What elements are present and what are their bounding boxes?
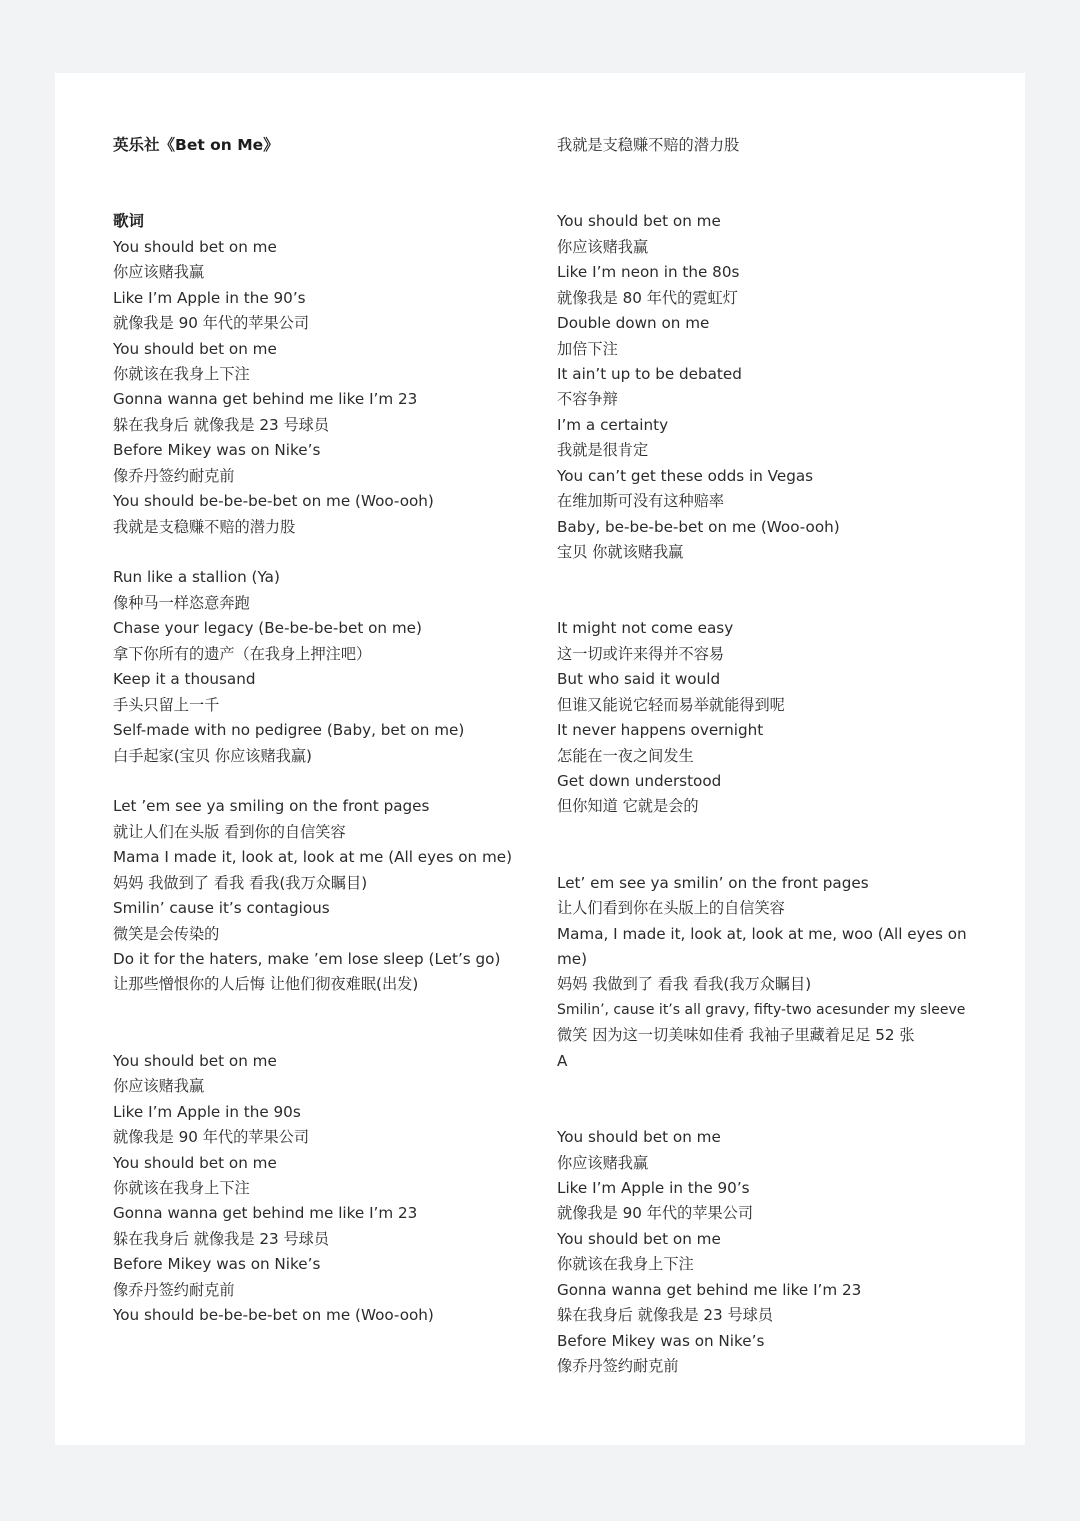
lyric-line: Gonna wanna get behind me like I’m 23	[113, 1204, 418, 1223]
lyric-line: Before Mikey was on Nike’s	[113, 1255, 321, 1274]
lyric-line: Gonna wanna get behind me like I’m 23	[113, 390, 418, 409]
lyric-line: Mama, I made it, look at, look at me, woo (All eyes on	[557, 924, 967, 943]
lyric-line: 就像我是 80 年代的霓虹灯	[557, 288, 738, 307]
lyrics-column-left	[113, 133, 533, 1329]
lyric-line: But who said it would	[557, 670, 721, 689]
lyric-line: You should bet on me	[557, 212, 721, 231]
lyric-line: You should be-be-be-bet on me (Woo-ooh)	[113, 1306, 434, 1325]
lyric-line: 手头只留上一千	[113, 695, 220, 714]
blank-line	[557, 591, 977, 616]
blank-line	[557, 565, 977, 590]
blank-line	[113, 998, 533, 1023]
lyric-line: Like I’m Apple in the 90s	[113, 1102, 301, 1121]
lyric-line: 躲在我身后 就像我是 23 号球员	[113, 415, 330, 434]
lyric-line: Like I’m Apple in the 90’s	[113, 288, 306, 307]
lyric-line: Baby, be-be-be-bet on me (Woo-ooh)	[557, 517, 840, 536]
lyric-line: 你就该在我身上下注	[557, 1255, 694, 1274]
lyric-line: Self-made with no pedigree (Baby, bet on me)	[113, 721, 465, 740]
lyric-line: 你应该赌我赢	[113, 1077, 205, 1096]
blank-line	[113, 1023, 533, 1048]
lyric-line: 我就是很肯定	[557, 441, 649, 460]
lyric-line: You can’t get these odds in Vegas	[557, 466, 814, 485]
heading-line: 英乐社《Bet on Me》	[113, 136, 279, 154]
lyric-line: me)	[557, 950, 588, 968]
lyric-line: It never happens overnight	[557, 721, 764, 740]
lyric-line: Run like a stallion (Ya)	[113, 568, 280, 587]
lyric-line: 像乔丹签约耐克前	[557, 1357, 679, 1375]
lyric-line: Before Mikey was on Nike’s	[113, 441, 321, 460]
blank-line	[557, 184, 977, 209]
lyric-line: 白手起家(宝贝 你应该赌我赢)	[113, 746, 312, 765]
lyric-line: 躲在我身后 就像我是 23 号球员	[557, 1306, 774, 1325]
lyric-line: 但你知道 它就是会的	[557, 797, 699, 816]
lyric-line: 怎能在一夜之间发生	[557, 746, 694, 765]
blank-line	[557, 845, 977, 870]
lyric-line: Before Mikey was on Nike’s	[557, 1331, 765, 1350]
blank-line	[113, 158, 533, 183]
lyric-line: Mama I made it, look at, look at me (All eyes on me)	[113, 848, 513, 867]
blank-line	[557, 158, 977, 183]
lyric-line: 我就是支稳赚不赔的潜力股	[557, 136, 740, 154]
lyric-line: 加倍下注	[557, 339, 618, 358]
lyric-line: 你就该在我身上下注	[113, 364, 250, 383]
lyric-line: 你应该赌我赢	[113, 263, 205, 282]
blank-line	[113, 540, 533, 565]
lyric-line: 你应该赌我赢	[557, 1153, 649, 1172]
lyric-line: 这一切或许来得并不容易	[557, 644, 725, 663]
lyric-line: Like I’m neon in the 80s	[557, 263, 740, 282]
lyric-line: 就像我是 90 年代的苹果公司	[557, 1204, 754, 1223]
lyric-line: Let ’em see ya smiling on the front pages	[113, 797, 430, 816]
heading-line: 歌词	[113, 212, 145, 231]
lyric-line: 就像我是 90 年代的苹果公司	[113, 1128, 310, 1147]
lyric-line: 我就是支稳赚不赔的潜力股	[113, 517, 296, 536]
lyric-line: 微笑是会传染的	[113, 924, 220, 943]
blank-line	[557, 1074, 977, 1099]
lyrics-column-right	[557, 133, 977, 1379]
lyric-line: A	[557, 1051, 568, 1070]
lyric-line: Double down on me	[557, 314, 710, 333]
lyric-line: Like I’m Apple in the 90’s	[557, 1178, 750, 1197]
lyric-line: 你应该赌我赢	[557, 237, 649, 256]
blank-line	[557, 1100, 977, 1125]
lyric-line: Let’ em see ya smilin’ on the front pages	[557, 873, 869, 892]
lyric-line: Get down understood	[557, 771, 722, 790]
lyric-line: 你就该在我身上下注	[113, 1178, 250, 1197]
lyric-line: It ain’t up to be debated	[557, 364, 742, 383]
lyric-line: 宝贝 你就该赌我赢	[557, 543, 684, 561]
lyric-line: 像种马一样恣意奔跑	[113, 593, 250, 612]
lyric-line: 让人们看到你在头版上的自信笑容	[557, 899, 785, 918]
lyric-line: 像乔丹签约耐克前	[113, 466, 235, 485]
blank-line	[113, 769, 533, 794]
lyric-line: Gonna wanna get behind me like I’m 23	[557, 1280, 862, 1299]
lyric-line: It might not come easy	[557, 619, 734, 638]
lyric-line: You should bet on me	[113, 339, 277, 358]
lyric-line: You should bet on me	[557, 1128, 721, 1147]
lyric-line: 妈妈 我做到了 看我 看我(我万众瞩目)	[557, 975, 812, 994]
lyric-line: 不容争辩	[557, 390, 618, 409]
lyric-line: 就像我是 90 年代的苹果公司	[113, 314, 310, 333]
lyric-line: 但谁又能说它轻而易举就能得到呢	[557, 695, 785, 714]
lyric-line: I’m a certainty	[557, 415, 669, 434]
lyric-line: 躲在我身后 就像我是 23 号球员	[113, 1229, 330, 1248]
lyric-line: Keep it a thousand	[113, 670, 256, 689]
lyric-line: 就让人们在头版 看到你的自信笑容	[113, 822, 346, 841]
lyric-line: 让那些憎恨你的人后悔 让他们彻夜难眠(出发)	[113, 975, 419, 994]
lyric-line: You should be-be-be-bet on me (Woo-ooh)	[113, 492, 434, 511]
lyric-line: 像乔丹签约耐克前	[113, 1280, 235, 1299]
lyric-line: 妈妈 我做到了 看我 看我(我万众瞩目)	[113, 873, 368, 892]
lyric-line: Do it for the haters, make ’em lose sleep (Let’s go)	[113, 950, 501, 968]
blank-line	[557, 820, 977, 845]
lyric-line: Chase your legacy (Be-be-be-bet on me)	[113, 619, 422, 638]
lyric-line: Smilin’, cause it’s all gravy, fifty-two acesunder my sleeve	[557, 1001, 966, 1018]
lyric-line: You should bet on me	[557, 1229, 721, 1248]
lyric-line: 在维加斯可没有这种赔率	[557, 492, 725, 511]
lyric-line: You should bet on me	[113, 1051, 277, 1070]
lyric-line: You should bet on me	[113, 237, 277, 256]
blank-line	[113, 184, 533, 209]
lyric-line: 拿下你所有的遗产（在我身上押注吧）	[113, 644, 372, 663]
lyric-line: Smilin’ cause it’s contagious	[113, 899, 330, 918]
lyric-line: You should bet on me	[113, 1153, 277, 1172]
lyric-line: 微笑 因为这一切美味如佳肴 我袖子里藏着足足 52 张	[557, 1026, 915, 1045]
